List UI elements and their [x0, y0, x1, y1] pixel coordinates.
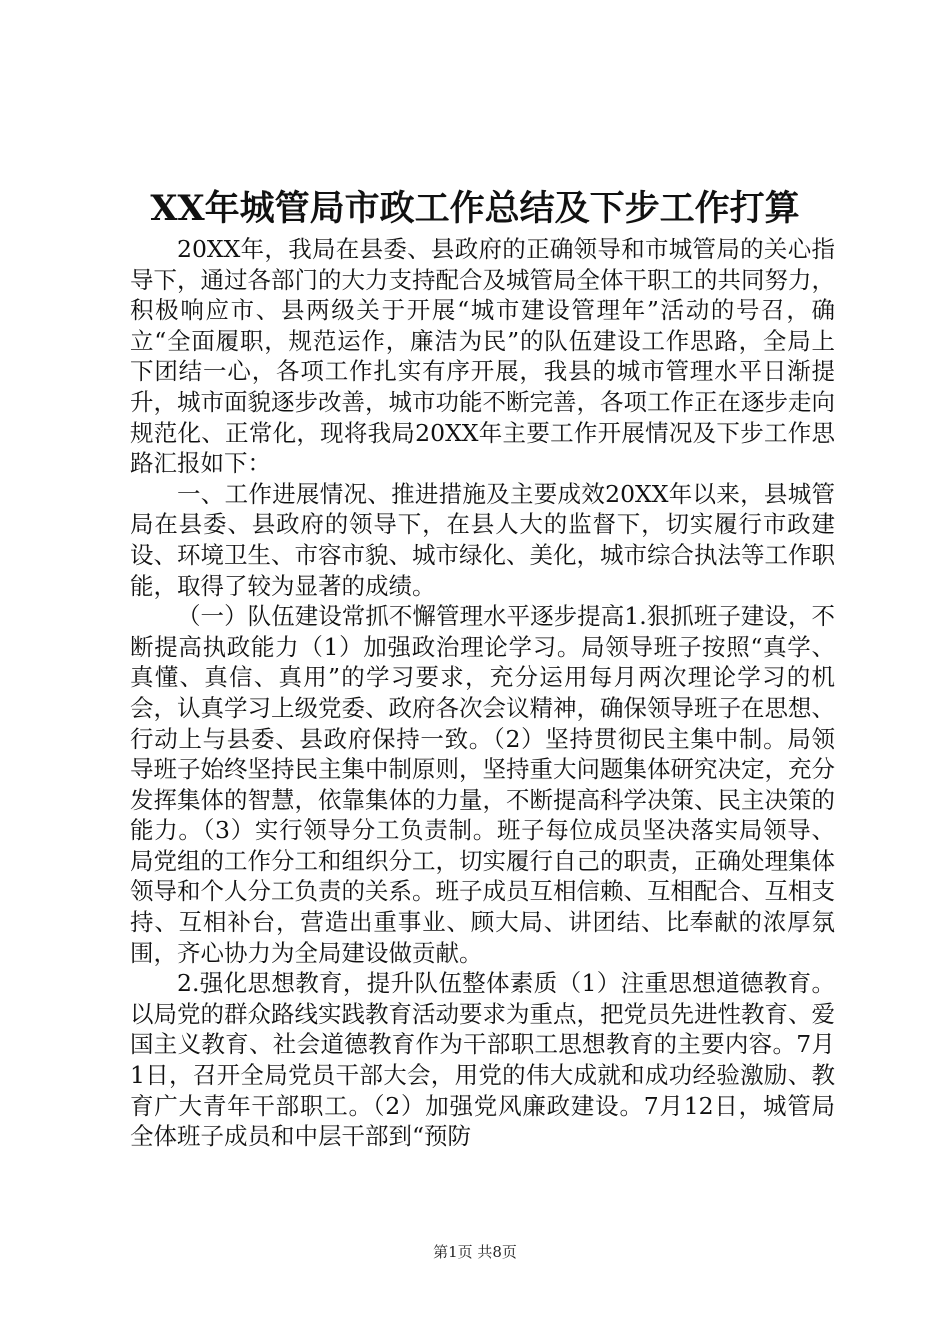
document-title: XX年城管局市政工作总结及下步工作打算	[150, 188, 800, 229]
page-footer: 第1页 共8页	[433, 1243, 517, 1261]
body-paragraph-1: 20XX年，我局在县委、县政府的正确领导和市城管局的关心指导下，通过各部门的大力支持配合及城管局全体干职工的共同努力，积极响应市、县两级关于开展“城市建设管理年”活动的号召，确立“全面履职，规范运作，廉洁为民”的队伍建设工作思路，全局上下团结一心，各项工作扎实有序开展，我县的城市管理水平日渐提升，城市面貌逐步改善，城市功能不断完善，各项工作正在逐步走向规范化、正常化，现将我局20XX年主要工作开展情况及下步工作思路汇报如下：	[130, 235, 835, 478]
body-paragraph-3: （一）队伍建设常抓不懈管理水平逐步提高1.狠抓班子建设，不断提高执政能力（1）加强政治理论学习。局领导班子按照“真学、真懂、真信、真用”的学习要求，充分运用每月两次理论学习的机会，认真学习上级党委、政府各次会议精神，确保领导班子在思想、行动上与县委、县政府保持一致。（2）坚持贯彻民主集中制。局领导班子始终坚持民主集中制原则，坚持重大问题集体研究决定，充分发挥集体的智慧，依靠集体的力量，不断提高科学决策、民主决策的能力。（3）实行领导分工负责制。班子每位成员坚决落实局领导、局党组的工作分工和组织分工，切实履行自己的职责，正确处理集体领导和个人分工负责的关系。班子成员互相信赖、互相配合、互相支持、互相补台，营造出重事业、顾大局、讲团结、比奉献的浓厚氛围，齐心协力为全局建设做贡献。	[130, 602, 835, 967]
body-paragraph-4: 2.强化思想教育，提升队伍整体素质（1）注重思想道德教育。以局党的群众路线实践教育活动要求为重点，把党员先进性教育、爱国主义教育、社会道德教育作为干部职工思想教育的主要内容。7月1日，召开全局党员干部大会，用党的伟大成就和成功经验激励、教育广大青年干部职工。（2）加强党风廉政建设。7月12日，城管局全体班子成员和中层干部到“预防	[130, 969, 835, 1151]
body-paragraph-2: 一、工作进展情况、推进措施及主要成效20XX年以来，县城管局在县委、县政府的领导下，在县人大的监督下，切实履行市政建设、环境卫生、市容市貌、城市绿化、美化，城市综合执法等工作职能，取得了较为显著的成绩。	[130, 479, 835, 600]
document-body	[130, 234, 835, 1152]
